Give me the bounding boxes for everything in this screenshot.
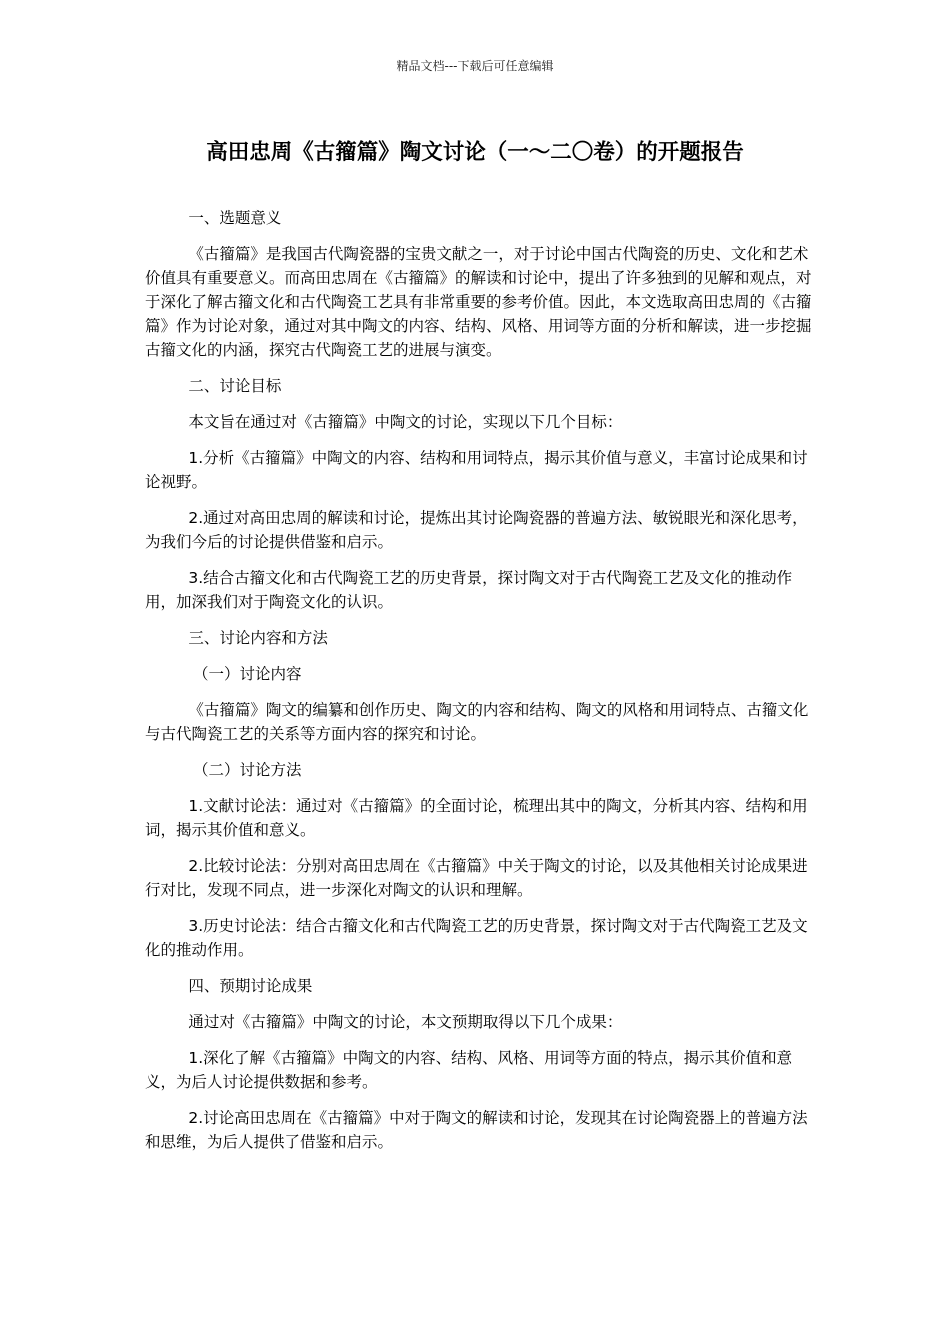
body-paragraph: 《古籀篇》是我国古代陶瓷器的宝贵文献之一，对于讨论中国古代陶瓷的历史、文化和艺术价值具有重要意义。而高田忠周在《古籀篇》的解读和讨论中，提出了许多独到的见解和观点，对于深化了解古籀文化和古代陶瓷工艺具有非常重要的参考价值。因此，本文选取高田忠周的《古籀篇》作为讨论对象，通过对其中陶文的内容、结构、风格、用词等方面的分析和解读，进一步挖掘古籀文化的内涵，探究古代陶瓷工艺的进展与演变。 <box>145 245 812 359</box>
section-heading-2: 二、讨论目标 <box>188 377 282 395</box>
list-item: 2.讨论高田忠周在《古籀篇》中对于陶文的解读和讨论，发现其在讨论陶瓷器上的普遍方法和思维，为后人提供了借鉴和启示。 <box>145 1109 808 1151</box>
list-item: 3.历史讨论法：结合古籀文化和古代陶瓷工艺的历史背景，探讨陶文对于古代陶瓷工艺及文化的推动作用。 <box>145 917 808 959</box>
section-heading-4: 四、预期讨论成果 <box>188 977 313 995</box>
body-paragraph: 《古籀篇》陶文的编纂和创作历史、陶文的内容和结构、陶文的风格和用词特点、古籀文化与古代陶瓷工艺的关系等方面内容的探究和讨论。 <box>145 701 809 743</box>
section-heading-3: 三、讨论内容和方法 <box>188 629 328 647</box>
document-body <box>145 206 813 1166</box>
list-item: 1.深化了解《古籀篇》中陶文的内容、结构、风格、用词等方面的特点，揭示其价值和意义，为后人讨论提供数据和参考。 <box>145 1049 793 1091</box>
document-title: 高田忠周《古籀篇》陶文讨论（一～二〇卷）的开题报告 <box>206 140 744 165</box>
body-paragraph: 本文旨在通过对《古籀篇》中陶文的讨论，实现以下几个目标： <box>188 413 623 431</box>
list-item: 1.分析《古籀篇》中陶文的内容、结构和用词特点，揭示其价值与意义，丰富讨论成果和讨论视野。 <box>145 449 808 491</box>
subsection-heading-content: （一）讨论内容 <box>193 665 302 683</box>
section-heading-1: 一、选题意义 <box>188 209 282 227</box>
list-item: 2.通过对高田忠周的解读和讨论，提炼出其讨论陶瓷器的普遍方法、敏锐眼光和深化思考，为我们今后的讨论提供借鉴和启示。 <box>145 509 808 551</box>
page-header-note: 精品文档---下载后可任意编辑 <box>396 59 554 73</box>
list-item: 3.结合古籀文化和古代陶瓷工艺的历史背景，探讨陶文对于古代陶瓷工艺及文化的推动作用，加深我们对于陶瓷文化的认识。 <box>145 569 793 611</box>
subsection-heading-method: （二）讨论方法 <box>193 761 302 779</box>
body-paragraph: 通过对《古籀篇》中陶文的讨论，本文预期取得以下几个成果： <box>188 1013 623 1031</box>
list-item: 1.文献讨论法：通过对《古籀篇》的全面讨论，梳理出其中的陶文，分析其内容、结构和用词，揭示其价值和意义。 <box>145 797 808 839</box>
list-item: 2.比较讨论法：分别对高田忠周在《古籀篇》中关于陶文的讨论，以及其他相关讨论成果进行对比，发现不同点，进一步深化对陶文的认识和理解。 <box>145 857 808 899</box>
